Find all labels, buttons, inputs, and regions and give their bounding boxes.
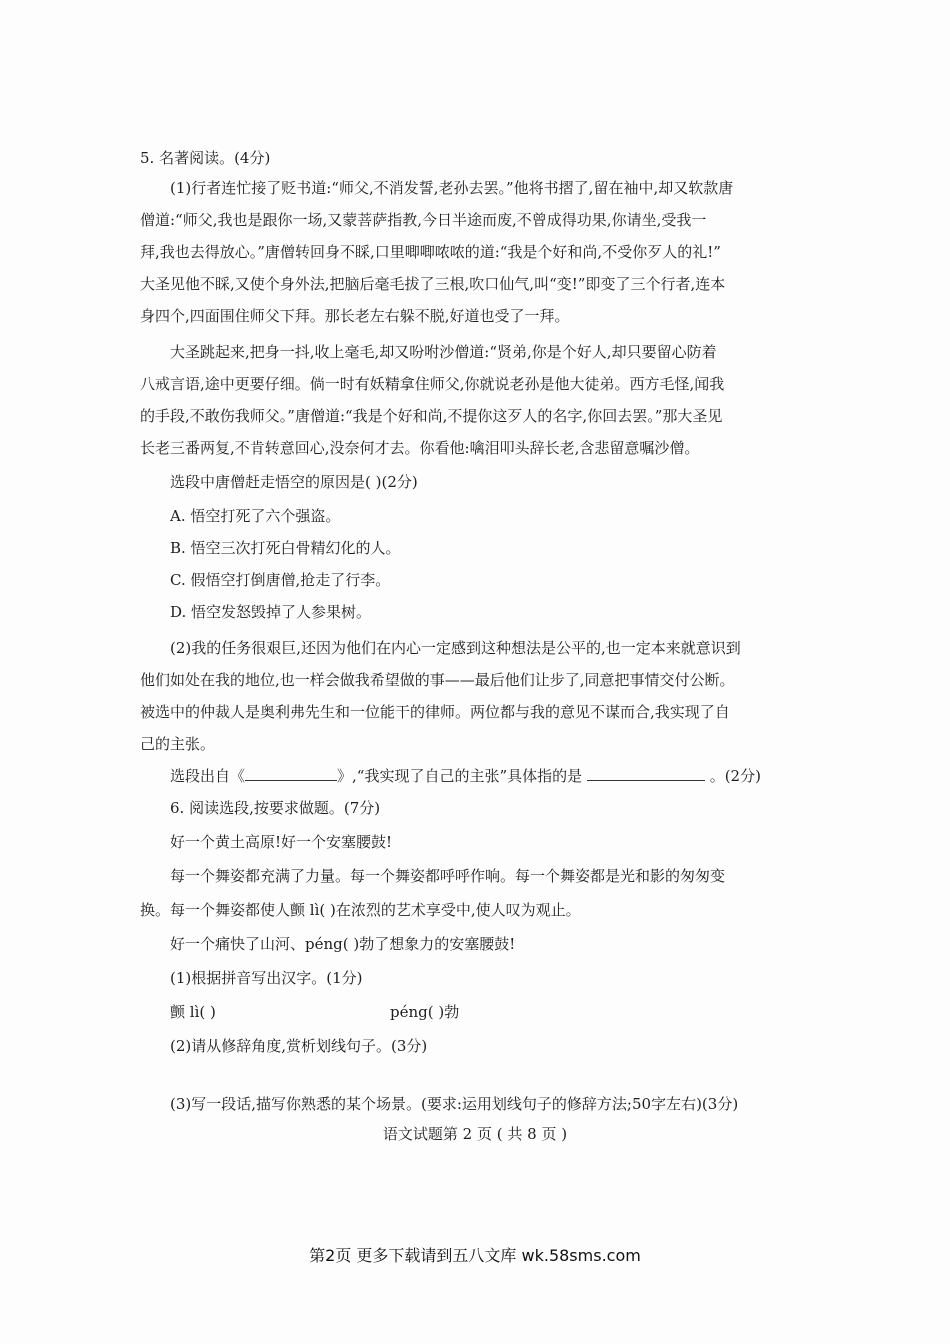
q5-question: 选段中唐僧赶走悟空的原因是( )(2分) — [170, 473, 418, 491]
q5-p3-line-4 — [140, 734, 820, 754]
q5-p3-emphasis-a: 我实现了自 — [654, 703, 730, 721]
q5-option-a: A. 悟空打死了六个强盗。 — [170, 507, 341, 525]
q6-line-3 — [140, 900, 820, 920]
q5-p1-line-2: 僧道:“师父,我也是跟你一场,又蒙菩萨指教,今日半途而废,不曾成得功果,你请坐,受我一 — [140, 211, 707, 229]
answer-blank[interactable] — [587, 766, 705, 781]
q6-line-4: 好一个痛快了山河、péng( )勃了想象力的安塞腰鼓! — [170, 935, 516, 953]
q5-p3-line-3 — [140, 702, 820, 722]
site-footer: 第2页 更多下载请到五八文库 wk.58sms.com — [309, 1246, 641, 1265]
exam-page-number: 语文试题第 2 页 ( 共 8 页 ) — [382, 1125, 568, 1143]
book-title-blank[interactable] — [245, 766, 337, 781]
q5-p2-line-4: 长老三番两复,不肯转意回心,没奈何才去。你看他:噙泪叩头辞长老,含悲留意嘱沙僧。 — [140, 439, 700, 457]
q5-title: 5. 名著阅读。(4分) — [140, 149, 271, 167]
q5-p1-line-1: (1)行者连忙接了贬书道:“师父,不消发誓,老孙去罢。”他将书摺了,留在袖中,却又软款唐 — [170, 179, 734, 197]
q6-sub-1-li[interactable]: 颤 lì( ) — [170, 1003, 216, 1021]
q6-sub-1-peng[interactable]: péng( )勃 — [390, 1003, 460, 1021]
q6-sub-1: (1)根据拼音写出汉字。(1分) — [170, 969, 363, 987]
q5-p1-line-3: 拜,我也去得放心。”唐僧转回身不睬,口里唧唧哝哝的道:“我是个好和尚,不受你歹人的礼!” — [140, 243, 721, 261]
q6-sub-2: (2)请从修辞角度,赏析划线句子。(3分) — [170, 1037, 428, 1055]
q5-p1-line-5: 身四个,四面围住师父下拜。那长老左右躲不脱,好道也受了一拜。 — [140, 307, 570, 325]
q6-underlined-line-2: 换。每一个舞姿都使人颤 lì( )在浓烈的艺术享受中, — [140, 901, 476, 919]
q5-p2-line-3: 的手段,不敢伤我师父。”唐僧道:“我是个好和尚,不提你这歹人的名字,你回去罢。”那大圣见 — [140, 407, 723, 425]
q5-fill-text-b: 》,“我实现了自己的主张”具体指的是 — [337, 767, 583, 785]
q5-p3-line-2: 他们如处在我的地位,也一样会做我希望做的事——最后他们让步了,同意把事情交付公断。 — [140, 671, 735, 689]
q5-p3-emphasis-b: 己的主张 — [140, 735, 201, 753]
q6-underlined-line-1: 每一个舞姿都充满了力量。每一个舞姿都呼呼作响。每一个舞姿都是光和影的匆匆变 — [170, 867, 726, 885]
q6-title: 6. 阅读选段,按要求做题。(7分) — [170, 799, 381, 817]
q5-p3-line-1: (2)我的任务很艰巨,还因为他们在内心一定感到这种想法是公平的,也一定本来就意识到 — [170, 639, 741, 657]
q5-p3-period: 。 — [200, 735, 216, 753]
q5-option-d: D. 悟空发怒毁掉了人参果树。 — [170, 603, 372, 621]
q5-fill-question — [170, 766, 820, 786]
q6-underlined-line-2-rest: 使人叹为观止。 — [475, 901, 581, 919]
q5-option-b: B. 悟空三次打死白骨精幻化的人。 — [170, 539, 401, 557]
q5-option-c: C. 假悟空打倒唐僧,抢走了行李。 — [170, 571, 391, 589]
q5-p3-line-3-text: 被选中的仲裁人是奥利弗先生和一位能干的律师。两位都与我的意见不谋而合, — [140, 703, 655, 721]
q5-p2-line-2: 八戒言语,途中更要仔细。倘一时有妖精拿住师父,你就说老孙是他大徒弟。西方毛怪,闻我 — [140, 375, 725, 393]
q5-fill-text-a: 选段出自《 — [170, 767, 246, 785]
q5-p2-line-1: 大圣跳起来,把身一抖,收上毫毛,却又吩咐沙僧道:“贤弟,你是个好人,却只要留心防着 — [170, 343, 717, 361]
q6-line-1: 好一个黄土高原!好一个安塞腰鼓! — [170, 833, 393, 851]
q5-p1-line-4: 大圣见他不睬,又使个身外法,把脑后毫毛拔了三根,吹口仙气,叫“变!”即变了三个行者,连本 — [140, 275, 726, 293]
q6-sub-3: (3)写一段话,描写你熟悉的某个场景。(要求:运用划线句子的修辞方法;50字左右)(3分) — [170, 1095, 739, 1113]
q5-fill-text-c: 。(2分) — [709, 767, 761, 785]
